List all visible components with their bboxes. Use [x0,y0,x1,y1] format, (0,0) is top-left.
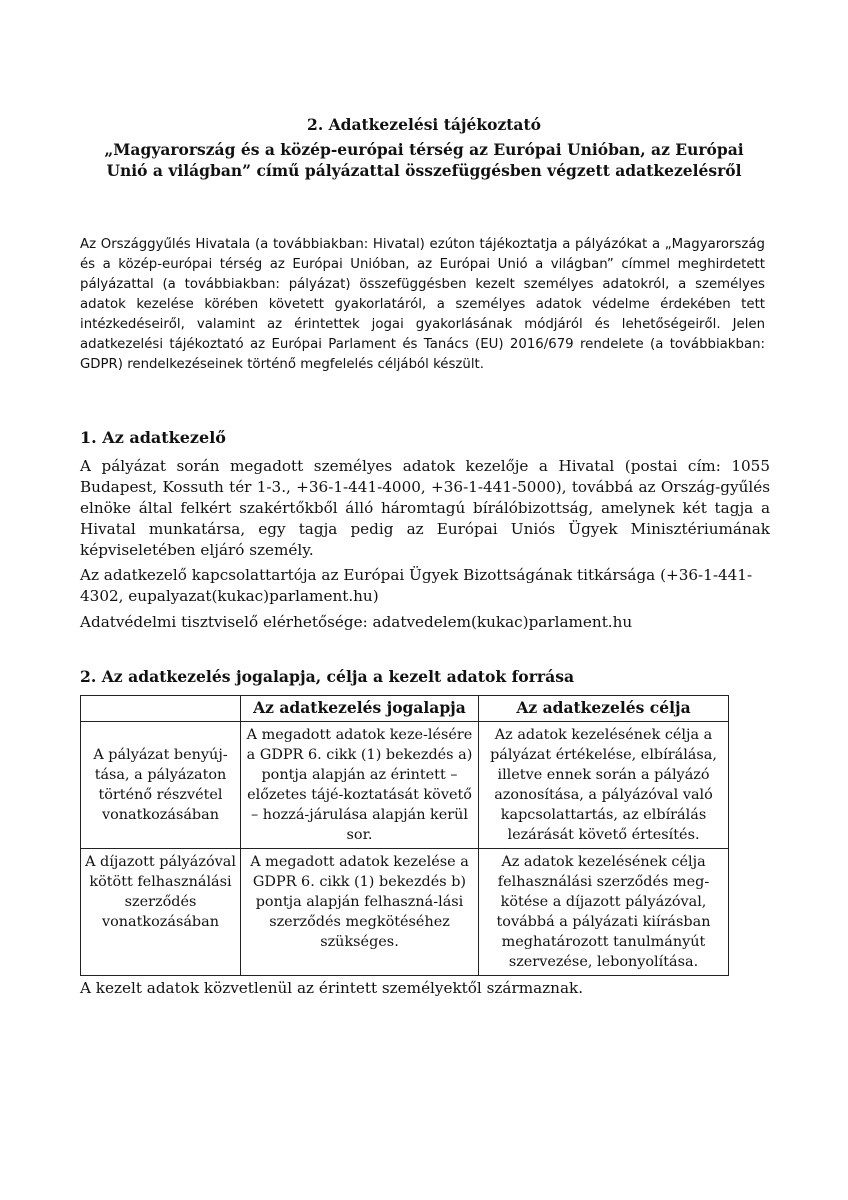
table-cell-purpose: Az adatok kezelésének célja a pályázat értékelése, elbírálása, illetve ennek során a pályázó azonosítása, a pályázóval való kapcsolattartás, az elbírálás lezárását követő értesítés. [479,722,729,849]
table-header-empty [81,696,241,722]
data-source-note: A kezelt adatok közvetlenül az érintett személyektől származnak. [80,979,584,997]
table-header-purpose: Az adatkezelés célja [479,696,729,722]
legal-basis-table [80,695,729,976]
controller-paragraph: A pályázat során megadott személyes adatok kezelője a Hivatal (postai cím: 1055 Budapest, Kossuth tér 1-3., +36-1-441-4000, +36-1-441-5000), továbbá az Ország-gyűlés elnöke által felkért szakértőkből álló háromtagú bírálóbizottság, amelynek két tagja a Hivatal munkatársa, egy tagja pedig az Európai Uniós Ügyek Minisztériumának képviseletében eljáró személy. [80,457,770,559]
section-2-heading: 2. Az adatkezelés jogalapja, célja a kezelt adatok forrása [80,667,575,686]
table-cell-legal-basis: A megadott adatok keze-lésére a GDPR 6. cikk (1) bekezdés a) pontja alapján az érintett – előzetes tájé-koztatását követő – hozzá-járulása alapján kerül sor. [241,722,479,849]
section-1-heading: 1. Az adatkezelő [80,428,226,447]
table-header-legal-basis: Az adatkezelés jogalapja [241,696,479,722]
table-cell-scope: A díjazott pályázóval kötött felhasználási szerződés vonatkozásában [81,849,241,976]
dpo-paragraph: Adatvédelmi tisztviselő elérhetősége: adatvedelem(kukac)parlament.hu [80,613,633,631]
table-row [81,849,729,976]
table-header-row [81,696,729,722]
table-row [81,722,729,849]
subtitle-line-2: Unió a világban” című pályázattal összefüggésben végzett adatkezelésről [106,161,742,180]
table-cell-purpose: Az adatok kezelésének célja felhasználási szerződés meg-kötése a díjazott pályázóval, továbbá a pályázati kiírásban meghatározott tanulmányút szervezése, lebonyolítása. [479,849,729,976]
document-title: 2. Adatkezelési tájékoztató [307,115,541,134]
contact-paragraph: Az adatkezelő kapcsolattartója az Európai Ügyek Bizottságának titkársága (+36-1-441-4302, eupalyazat(kukac)parlament.hu) [80,566,753,605]
table-cell-legal-basis: A megadott adatok kezelése a GDPR 6. cikk (1) bekezdés b) pontja alapján felhaszná-lási szerződés megkötéséhez szükséges. [241,849,479,976]
intro-paragraph: Az Országgyűlés Hivatala (a továbbiakban: Hivatal) ezúton tájékoztatja a pályázókat a „Magyarország és a közép-európai térség az Európai Unióban, az Európai Unió a világban” címmel meghirdetett pályázattal (a továbbiakban: pályázat) összefüggésben kezelt személyes adatokról, a személyes adatok kezelése körében követett gyakorlatáról, a személyes adatok védelme érdekében tett intézkedéseiről, valamint az érintettek jogai gyakorlásának módjáról és lehetőségeiről. Jelen adatkezelési tájékoztató az Európai Parlament és Tanács (EU) 2016/679 rendelete (a továbbiakban: GDPR) rendelkezéseinek történő megfelelés céljából készült. [80,237,765,372]
subtitle-line-1: „Magyarország és a közép-európai térség az Európai Unióban, az Európai [104,140,744,159]
document-subtitle [60,139,788,181]
table-cell-scope: A pályázat benyúj-tása, a pályázaton történő részvétel vonatkozásában [81,722,241,849]
